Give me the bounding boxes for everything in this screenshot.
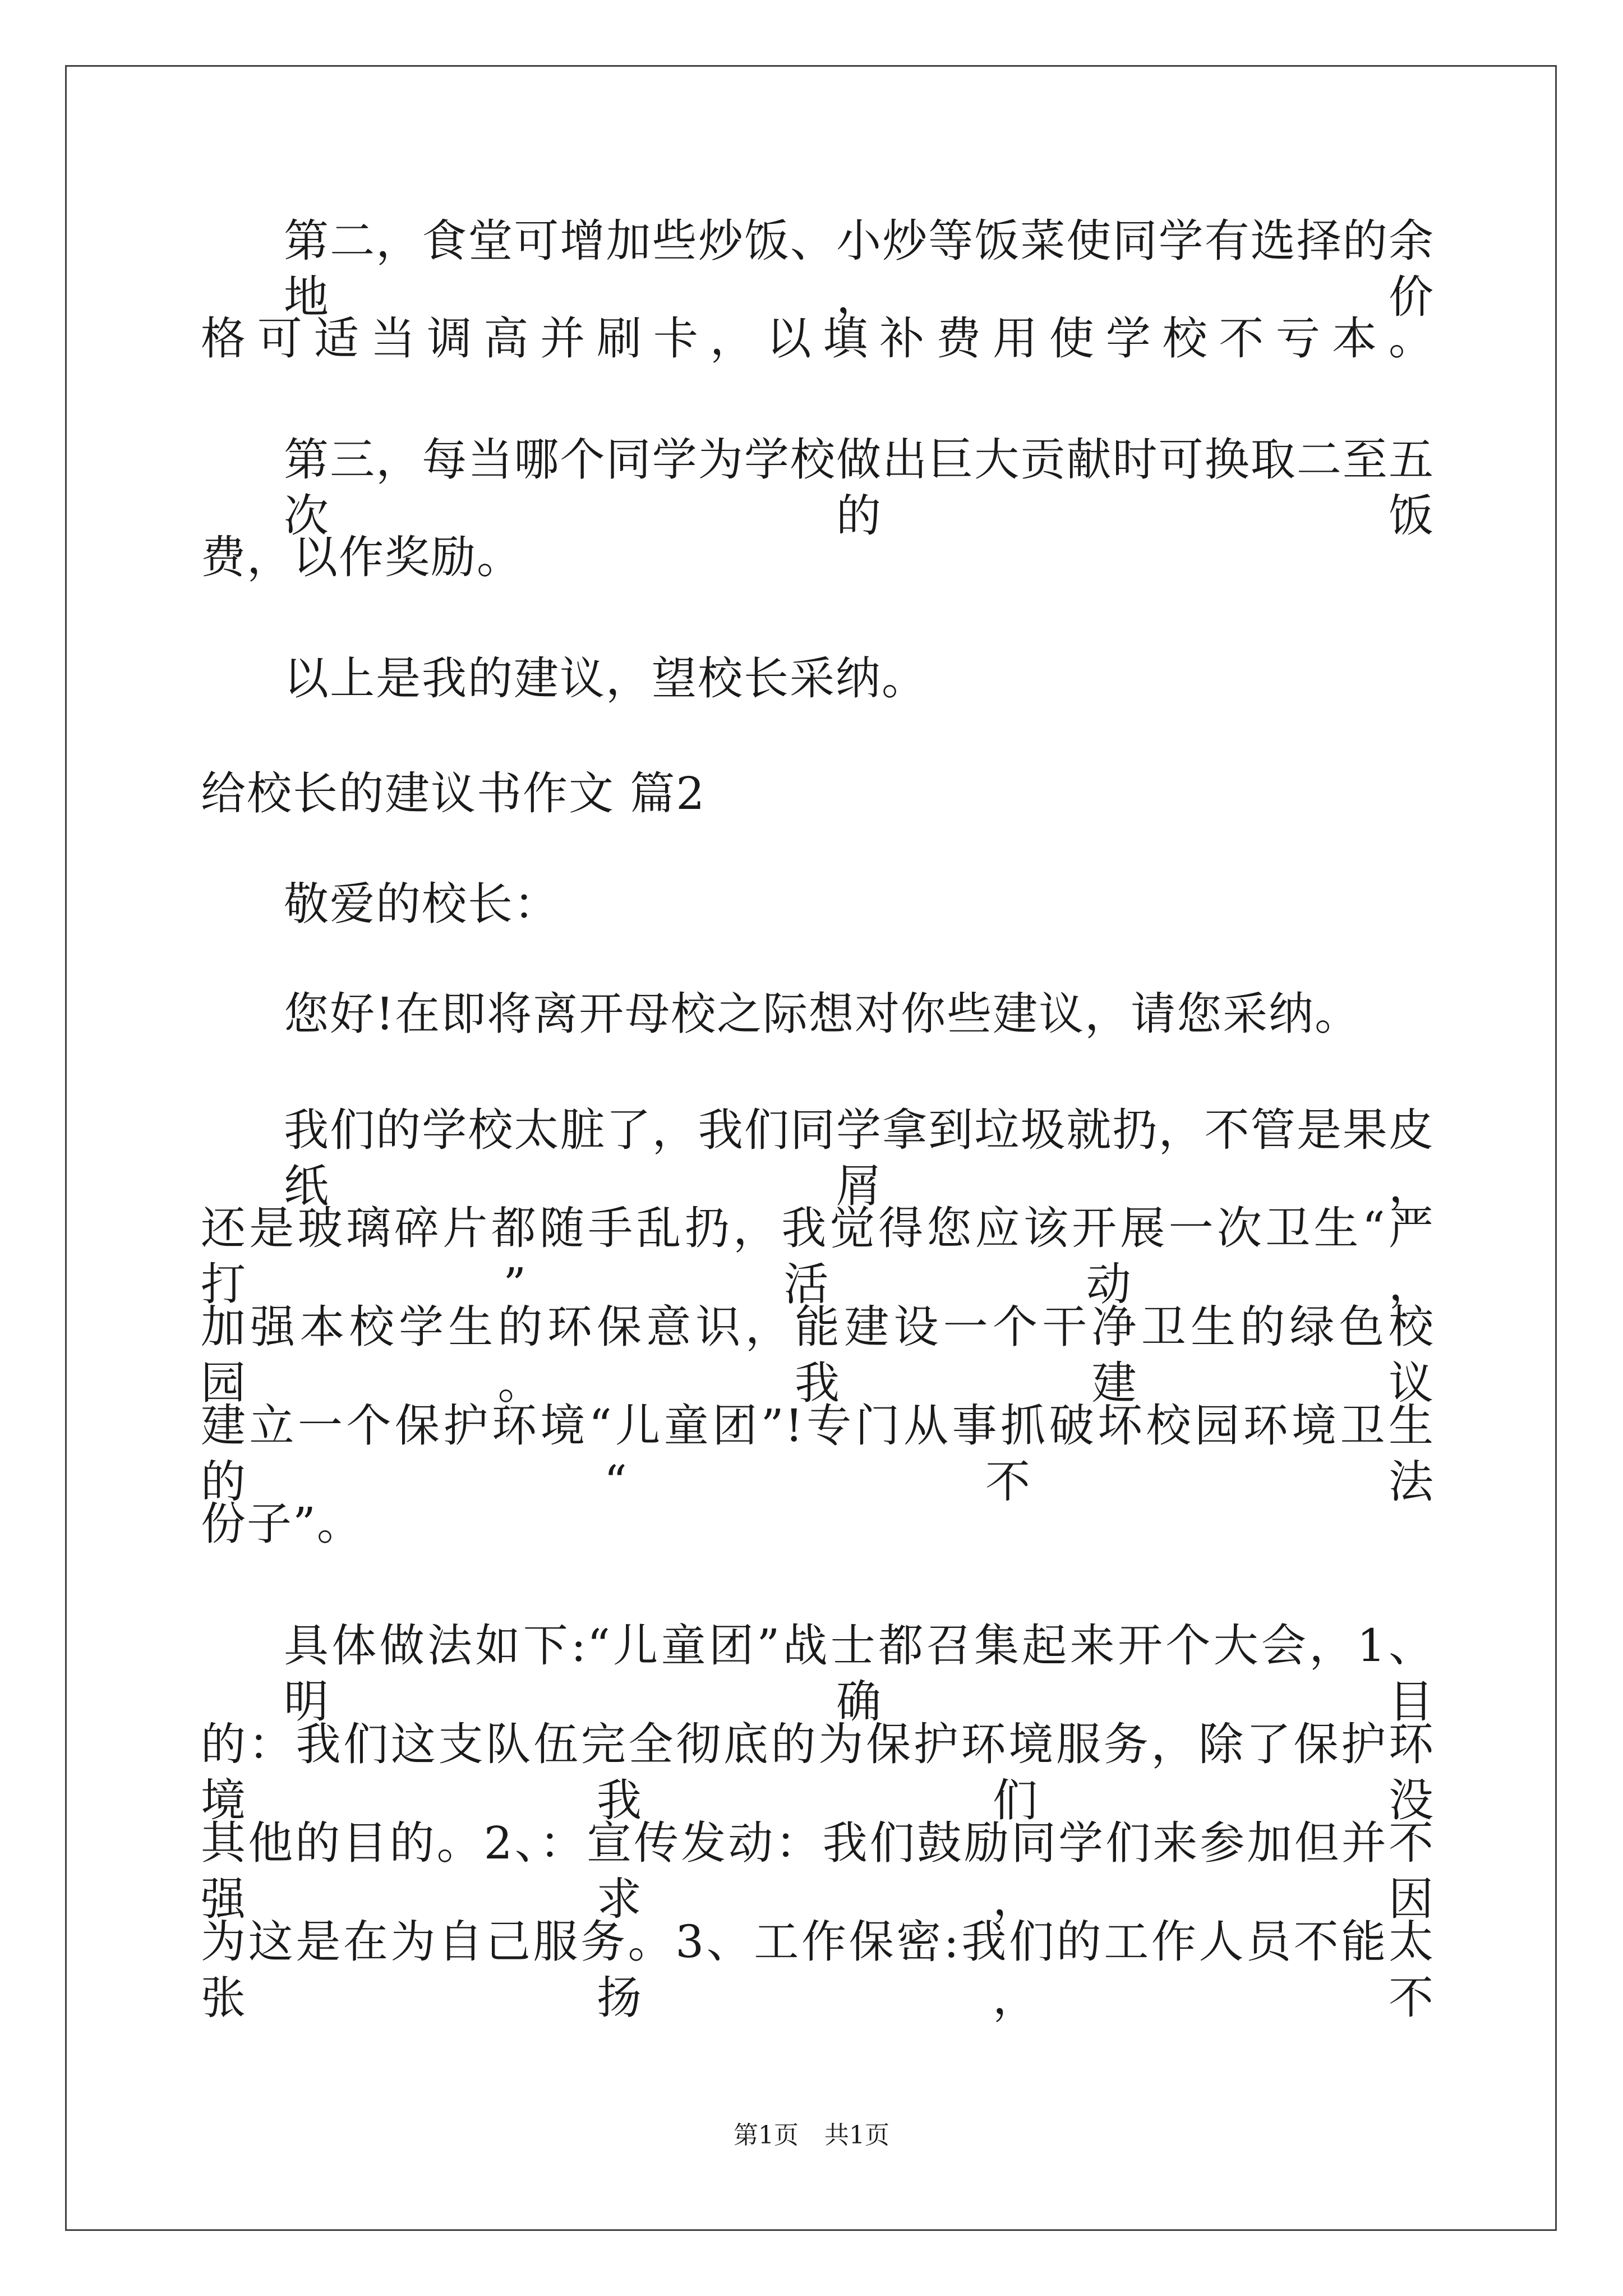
page-number: 第1页	[734, 2121, 799, 2150]
paragraph-line: 其他的目的。2、：宣传发动：我们鼓励同学们来参加但并不强求，因	[201, 1817, 1435, 1925]
paragraph-line: 我们的学校太脏了，我们同学拿到垃圾就扔，不管是果皮纸屑，	[284, 1104, 1435, 1212]
page-total: 共1页	[824, 2121, 889, 2150]
paragraph-line: 格可适当调高并刷卡，以填补费用使学校不亏本。	[201, 312, 1435, 365]
paragraph-line: 费，以作奖励。	[201, 531, 523, 583]
section-heading: 给校长的建议书作文 篇2	[201, 767, 706, 820]
paragraph-line: 第三，每当哪个同学为学校做出巨大贡献时可换取二至五次的饭	[284, 434, 1435, 542]
paragraph-line: 加强本校学生的环保意识，能建设一个干净卫生的绿色校园。我建议	[201, 1301, 1435, 1409]
page-footer	[0, 2115, 1623, 2151]
paragraph-line: 具体做法如下:“儿童团”战士都召集起来开个大会，1、明确目	[284, 1619, 1435, 1728]
paragraph-line: 以上是我的建议，望校长采纳。	[284, 652, 928, 705]
paragraph-line: 还是玻璃碎片都随手乱扔，我觉得您应该开展一次卫生“严打”活动，	[201, 1202, 1435, 1310]
paragraph-line: 第二，食堂可增加些炒饭、小炒等饭菜使同学有选择的余地，价	[284, 215, 1435, 323]
paragraph-line: 的：我们这支队伍完全彻底的为保护环境服务，除了保护环境我们没	[201, 1718, 1435, 1826]
paragraph-line: 为这是在为自己服务。3、工作保密:我们的工作人员不能太张扬，不	[201, 1916, 1435, 2024]
paragraph-line: 建立一个保护环境“儿童团”!专门从事抓破坏校园环境卫生的“不法	[201, 1400, 1435, 1508]
paragraph-line: 您好!在即将离开母校之际想对你些建议，请您采纳。	[284, 988, 1361, 1040]
paragraph-line: 份子”。	[201, 1498, 363, 1550]
salutation: 敬爱的校长：	[284, 878, 560, 930]
